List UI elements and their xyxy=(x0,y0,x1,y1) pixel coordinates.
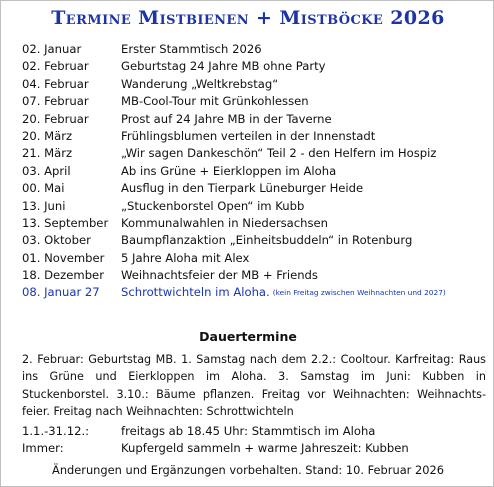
event-description: Prost auf 24 Jahre MB in der Taverne xyxy=(121,111,332,126)
permanent-paragraph: 2. Februar: Geburtstag MB. 1. Samstag nach dem 2.2.: Cooltour. Karfreitag: Raus ins Grüne und Eierkloppen im Aloha. 3. Samstag im Juni: Kubben in Stuckenborstel. 3.10.: Bäume pflanzen. Freitag vor Weihnachten: Weihnachts-feier. Freitag nach Weihnachten: Schrottwichteln xyxy=(22,353,486,419)
permanent-key: Immer: xyxy=(22,441,64,456)
event-row xyxy=(22,180,492,197)
event-description: Frühlingsblumen verteilen in der Innenstadt xyxy=(121,128,376,143)
event-date: 02. Februar xyxy=(22,59,89,74)
event-row xyxy=(22,111,492,128)
event-list xyxy=(22,41,492,302)
event-date: 18. Dezember xyxy=(22,268,104,283)
section-title-permanent: Dauertermine xyxy=(199,329,297,344)
event-row xyxy=(22,145,492,162)
event-description: Ausflug in den Tierpark Lüneburger Heide xyxy=(121,181,364,196)
event-date: 07. Februar xyxy=(22,94,89,109)
event-description: Geburtstag 24 Jahre MB ohne Party xyxy=(121,59,326,74)
event-description: „Wir sagen Dankeschön“ Teil 2 - den Helfern im Hospiz xyxy=(121,146,437,161)
permanent-row xyxy=(22,440,492,457)
event-date: 02. Januar xyxy=(22,42,82,56)
event-row xyxy=(22,267,492,284)
permanent-value: freitags ab 18.45 Uhr: Stammtisch im Aloha xyxy=(121,424,376,438)
event-description: Kommunalwahlen in Niedersachsen xyxy=(121,215,328,230)
event-row xyxy=(22,41,492,58)
event-description-text: Schrottwichteln im Aloha. xyxy=(121,285,270,300)
event-note: (kein Freitag zwischen Weihnachten und 2027) xyxy=(272,288,446,298)
event-description: Baumpflanzaktion „Einheitsbuddeln“ in Rotenburg xyxy=(121,233,413,248)
event-date: 01. November xyxy=(22,250,105,265)
event-description: Erster Stammtisch 2026 xyxy=(121,42,262,56)
permanent-key: 1.1.-31.12.: xyxy=(22,424,90,438)
event-row xyxy=(22,128,492,145)
footer-note: Änderungen und Ergänzungen vorbehalten. Stand: 10. Februar 2026 xyxy=(52,463,444,477)
event-date: 08. Januar 27 xyxy=(22,285,100,300)
event-date: 20. Februar xyxy=(22,111,89,126)
event-date: 04. Februar xyxy=(22,76,89,91)
event-date: 03. Oktober xyxy=(22,233,91,248)
event-description: Weihnachtsfeier der MB + Friends xyxy=(121,268,318,283)
event-description: „Stuckenborstel Open“ im Kubb xyxy=(121,198,305,213)
event-date: 00. Mai xyxy=(22,181,65,196)
event-description: Wanderung „Weltkrebstag“ xyxy=(121,76,279,91)
event-row xyxy=(22,198,492,215)
permanent-row xyxy=(22,423,492,440)
event-date: 13. Juni xyxy=(22,198,66,213)
permanent-list xyxy=(22,423,492,458)
event-date: 20. März xyxy=(22,128,73,143)
event-row-highlighted xyxy=(22,284,492,301)
event-date: 21. März xyxy=(22,146,73,161)
event-row xyxy=(22,250,492,267)
event-date: 03. April xyxy=(22,163,71,178)
page-title: Termine Mistbienen + Mistböcke 2026 xyxy=(51,7,445,29)
permanent-value: Kupfergeld sammeln + warme Jahreszeit: Kubben xyxy=(121,441,409,456)
event-description: Ab ins Grüne + Eierkloppen im Aloha xyxy=(121,163,337,178)
event-row xyxy=(22,93,492,110)
event-description: MB-Cool-Tour mit Grünkohlessen xyxy=(121,94,309,109)
event-row xyxy=(22,232,492,249)
event-row xyxy=(22,58,492,75)
event-description xyxy=(121,284,446,301)
event-row xyxy=(22,163,492,180)
event-row xyxy=(22,215,492,232)
event-row xyxy=(22,76,492,93)
event-description: 5 Jahre Aloha mit Alex xyxy=(121,250,250,265)
event-date: 13. September xyxy=(22,215,109,230)
